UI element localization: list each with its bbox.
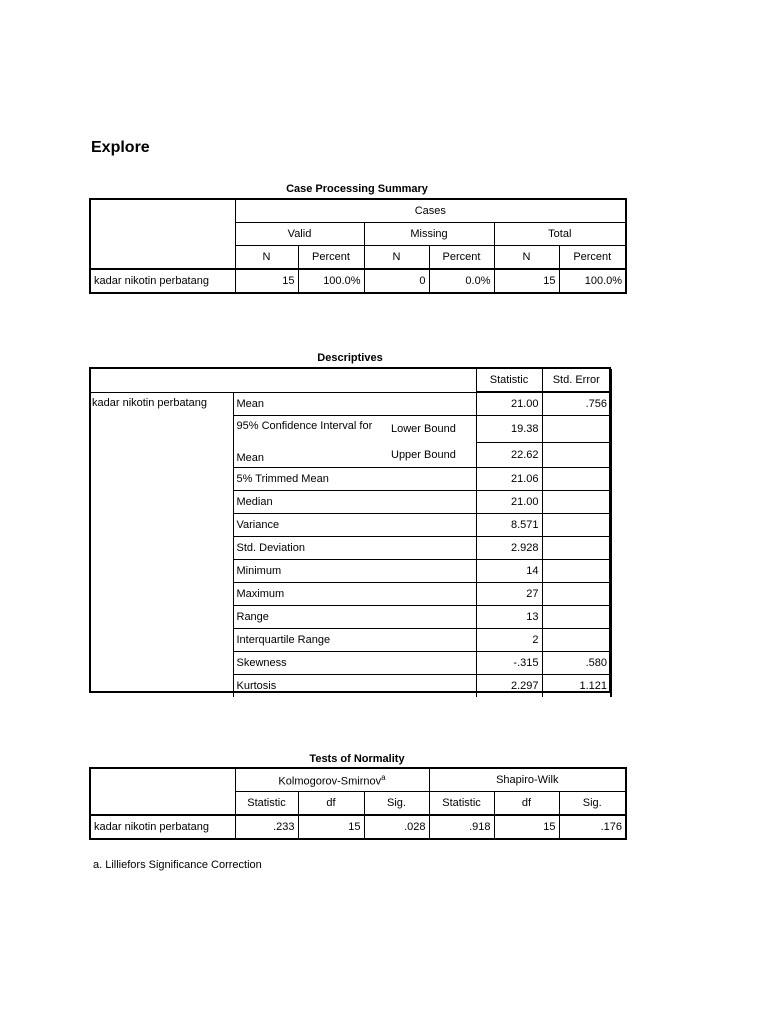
norm-cell: .176	[559, 815, 626, 839]
cps-col-n: N	[364, 246, 429, 270]
norm-col-df: df	[298, 792, 364, 816]
cps-subgroup-missing: Missing	[364, 223, 494, 246]
norm-cell: 15	[298, 815, 364, 839]
desc-std-error	[542, 442, 611, 468]
case-processing-table	[89, 198, 627, 294]
desc-row-label: kadar nikotin perbatang	[92, 396, 207, 409]
cps-cell: 15	[235, 269, 298, 293]
desc-label: 5% Trimmed Mean	[233, 468, 476, 491]
desc-std-error	[542, 491, 611, 514]
desc-label: Std. Deviation	[233, 537, 476, 560]
desc-label: Maximum	[233, 583, 476, 606]
desc-statistic: 19.38	[476, 416, 542, 443]
desc-label: Upper Bound	[388, 442, 476, 468]
norm-group-sw: Shapiro-Wilk	[429, 768, 626, 792]
desc-statistic: 27	[476, 583, 542, 606]
desc-label: Minimum	[233, 560, 476, 583]
desc-corner	[89, 369, 233, 392]
desc-std-error: .756	[542, 392, 611, 416]
desc-label: Median	[233, 491, 476, 514]
desc-statistic: 21.06	[476, 468, 542, 491]
norm-group-ks: Kolmogorov-Smirnov$^a$	[235, 768, 429, 792]
cps-corner	[90, 199, 235, 269]
norm-cell: .918	[429, 815, 494, 839]
desc-ci-label-1: 95% Confidence Interval for	[233, 416, 388, 443]
desc-col-std-error: Std. Error	[542, 369, 611, 392]
desc-statistic: 2.928	[476, 537, 542, 560]
norm-cell: .233	[235, 815, 298, 839]
norm-cell: 15	[494, 815, 559, 839]
norm-col-sig: Sig.	[559, 792, 626, 816]
norm-col-statistic: Statistic	[235, 792, 298, 816]
cps-cell: 100.0%	[559, 269, 626, 293]
desc-std-error	[542, 514, 611, 537]
desc-std-error	[542, 583, 611, 606]
cps-cell: 15	[494, 269, 559, 293]
desc-statistic: 8.571	[476, 514, 542, 537]
cps-subgroup-total: Total	[494, 223, 626, 246]
cps-col-n: N	[235, 246, 298, 270]
cps-subgroup-valid: Valid	[235, 223, 364, 246]
desc-label: Skewness	[233, 652, 476, 675]
cps-cell: 0	[364, 269, 429, 293]
desc-statistic: 21.00	[476, 392, 542, 416]
desc-statistic: 2	[476, 629, 542, 652]
desc-statistic: 14	[476, 560, 542, 583]
desc-ci-label-2: Mean	[233, 442, 388, 468]
cps-col-n: N	[494, 246, 559, 270]
desc-label: Lower Bound	[391, 423, 456, 435]
norm-col-statistic: Statistic	[429, 792, 494, 816]
desc-std-error: 1.121	[542, 675, 611, 698]
norm-col-sig: Sig.	[364, 792, 429, 816]
case-processing-title: Case Processing Summary	[286, 183, 428, 195]
desc-statistic: 21.00	[476, 491, 542, 514]
norm-col-df: df	[494, 792, 559, 816]
desc-std-error	[542, 537, 611, 560]
cps-row-label: kadar nikotin perbatang	[90, 269, 235, 293]
cps-col-percent: Percent	[429, 246, 494, 270]
normality-table	[89, 767, 627, 840]
desc-label: Range	[233, 606, 476, 629]
norm-corner	[90, 768, 235, 815]
desc-std-error	[542, 606, 611, 629]
footnote-marker: a	[381, 772, 386, 782]
desc-statistic: -.315	[476, 652, 542, 675]
desc-std-error	[542, 629, 611, 652]
norm-cell: .028	[364, 815, 429, 839]
desc-statistic: 13	[476, 606, 542, 629]
descriptives-title: Descriptives	[317, 352, 383, 364]
desc-std-error	[542, 468, 611, 491]
desc-label: Mean	[233, 392, 476, 416]
normality-title: Tests of Normality	[309, 753, 405, 765]
desc-statistic: 2.297	[476, 675, 542, 698]
cps-cell: 0.0%	[429, 269, 494, 293]
desc-corner	[233, 369, 388, 392]
desc-col-statistic: Statistic	[476, 369, 542, 392]
page-heading: Explore	[91, 139, 150, 156]
desc-label: Variance	[233, 514, 476, 537]
desc-std-error: .580	[542, 652, 611, 675]
desc-label: Kurtosis	[233, 675, 476, 698]
cps-col-percent: Percent	[298, 246, 364, 270]
desc-statistic: 22.62	[476, 442, 542, 468]
cps-group-cases: Cases	[235, 199, 626, 223]
desc-std-error	[542, 416, 611, 443]
cps-cell: 100.0%	[298, 269, 364, 293]
descriptives-table	[89, 369, 612, 697]
footnote: a. Lilliefors Significance Correction	[93, 859, 262, 871]
cps-col-percent: Percent	[559, 246, 626, 270]
norm-row-label: kadar nikotin perbatang	[90, 815, 235, 839]
desc-label: Interquartile Range	[233, 629, 476, 652]
desc-std-error	[542, 560, 611, 583]
desc-corner	[388, 369, 476, 392]
